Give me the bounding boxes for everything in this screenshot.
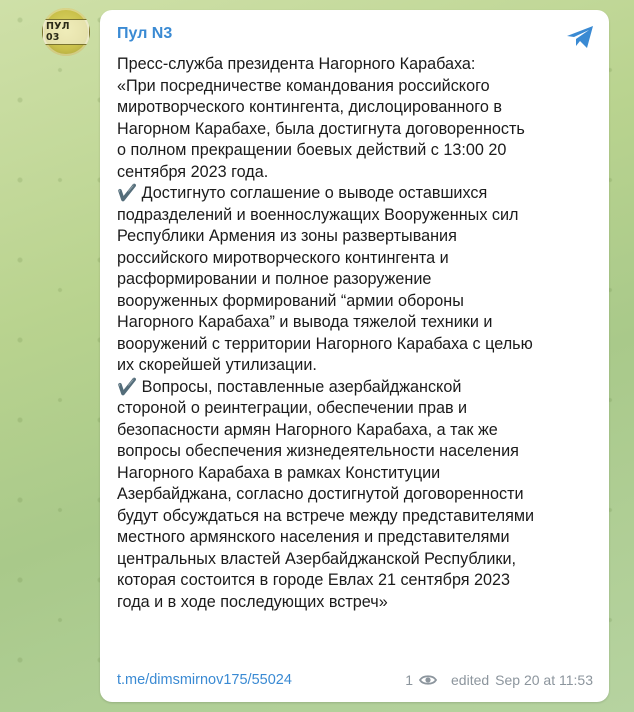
message-line: ✔️ Достигнуто соглашение о выводе оставшихся <box>117 184 488 202</box>
message-line: миротворческого контингента, дислоцированного в <box>117 98 502 116</box>
message-line: подразделений и военнослужащих Вооруженных сил <box>117 205 519 224</box>
message-meta <box>405 672 593 688</box>
message-line: расформировании и полное разоружение <box>117 270 432 288</box>
message-line: будут обсуждаться на встрече между представителями <box>117 506 534 525</box>
message-line: Пресс-служба президента Нагорного Карабаха: <box>117 55 476 73</box>
message-timestamp: Sep 20 at 11:53 <box>495 672 593 688</box>
channel-avatar[interactable] <box>42 8 90 56</box>
message-line: Нагорном Карабахе, была достигнута договоренность <box>117 119 525 138</box>
message-line: местного армянского населения и представителями <box>117 528 510 546</box>
source-link[interactable]: t.me/dimsmirnov175/55024 <box>117 672 292 688</box>
message-line: года и в ходе последующих встреч» <box>117 592 388 611</box>
message-line: Азербайджана, согласно достигнутой договоренности <box>117 485 524 503</box>
message-line: их скорейшей утилизации. <box>117 356 317 374</box>
avatar-label: ПУЛ 03 <box>42 19 90 45</box>
message-line: Республики Армения из зоны развертывания <box>117 227 457 245</box>
message-line: «При посредничестве командования российского <box>117 76 490 95</box>
channel-name[interactable]: Пул N3 <box>117 25 173 42</box>
message-line: вопросы обеспечения жизнедеятельности населения <box>117 442 519 460</box>
views-count: 1 <box>405 672 414 688</box>
message-line: вооруженных формирований “армии обороны <box>117 291 464 310</box>
message-bubble <box>100 10 609 702</box>
message-line: стороной о реинтеграции, обеспечении прав и <box>117 399 468 417</box>
message-line: вооружений с территории Нагорного Карабаха с целью <box>117 334 533 353</box>
message-line: российского миротворческого контингента и <box>117 248 449 267</box>
message-footer <box>117 672 593 692</box>
message-line: сентября 2023 года. <box>117 162 269 181</box>
message-line: о полном прекращении боевых действий с 13:00 20 <box>117 141 507 159</box>
edited-label: edited <box>451 672 490 688</box>
message-line: центральных властей Азербайджанской Республики, <box>117 549 517 568</box>
message-line: ✔️ Вопросы, поставленные азербайджанской <box>117 377 462 396</box>
message-line: Нагорного Карабаха в рамках Конституции <box>117 463 441 482</box>
message-line: Нагорного Карабаха” и вывода тяжелой техники и <box>117 313 493 331</box>
message-text <box>117 54 603 613</box>
share-icon[interactable] <box>565 24 595 50</box>
message-line: безопасности армян Нагорного Карабаха, а так же <box>117 420 498 439</box>
eye-icon <box>419 673 437 687</box>
message-line: которая состоится в городе Евлах 21 сентября 2023 <box>117 571 511 589</box>
